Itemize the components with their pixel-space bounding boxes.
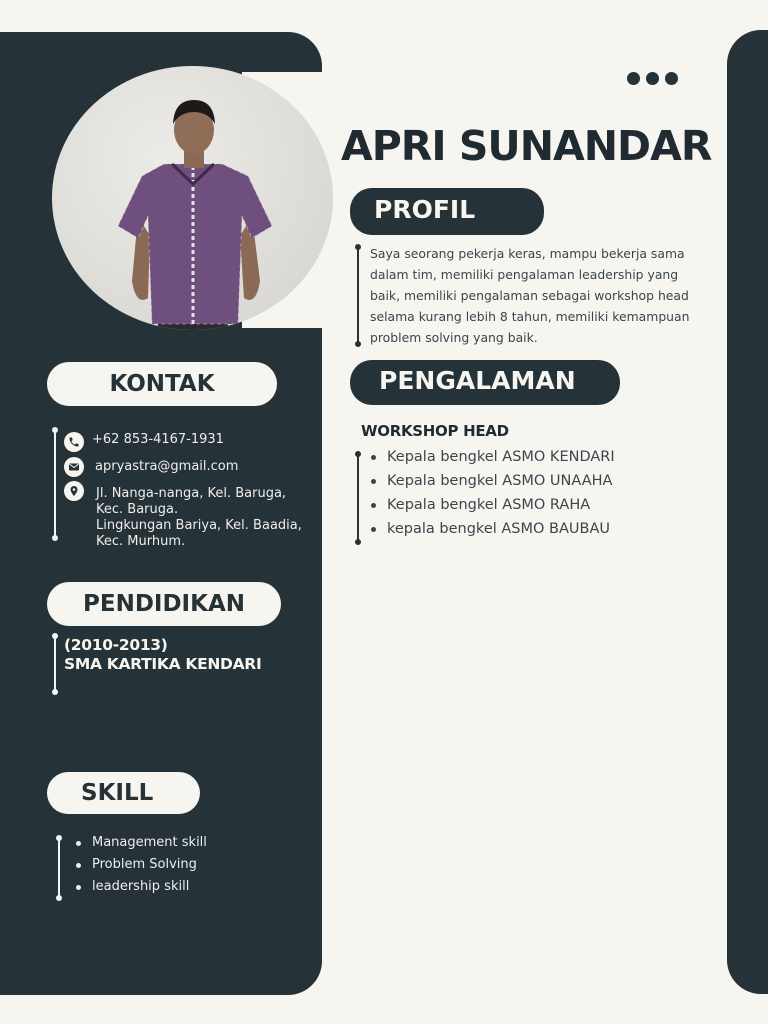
- profile-text: Saya seorang pekerja keras, mampu bekerja sama dalam tim, memiliki pengalaman leadership yang baik, memiliki pengalaman sebagai workshop head selama kurang lebih 8 tahun, memiliki kemampuan problem solving yang baik.: [370, 246, 690, 345]
- phone-icon: [64, 432, 84, 452]
- job-title: WORKSHOP HEAD: [361, 422, 509, 440]
- education-divider: [54, 636, 56, 692]
- experience-heading-label: PENGALAMAN: [379, 366, 576, 395]
- contact-heading: [47, 362, 277, 406]
- education-heading-label: PENDIDIKAN: [83, 591, 245, 617]
- list-item: Kepala bengkel ASMO UNAAHA: [370, 470, 615, 494]
- contact-email: apryastra@gmail.com: [95, 459, 239, 474]
- education-school: SMA KARTIKA KENDARI: [64, 655, 262, 673]
- education-heading: [47, 582, 281, 626]
- profile-heading: [350, 188, 544, 235]
- contact-heading-label: KONTAK: [109, 371, 215, 397]
- profile-heading-label: PROFIL: [374, 195, 476, 224]
- more-dots-icon: [627, 72, 678, 85]
- skill-divider: [58, 838, 60, 898]
- list-item: kepala bengkel ASMO BAUBAU: [370, 518, 615, 542]
- list-item: Problem Solving: [76, 855, 207, 877]
- page-title: APRI SUNANDAR: [341, 122, 712, 170]
- list-item: Kepala bengkel ASMO KENDARI: [370, 446, 615, 470]
- skill-heading-label: SKILL: [81, 780, 154, 806]
- experience-divider: [357, 454, 359, 542]
- education-years: (2010-2013): [64, 636, 168, 654]
- contact-address-line-4: Kec. Murhum.: [96, 534, 186, 549]
- profile-photo: [52, 66, 333, 330]
- profile-divider: [357, 247, 359, 344]
- contact-phone: +62 853-4167-1931: [92, 432, 224, 447]
- contact-divider: [54, 430, 56, 538]
- list-item: Kepala bengkel ASMO RAHA: [370, 494, 615, 518]
- education-entry: [64, 636, 261, 674]
- contact-address-line-2: Kec. Baruga.: [96, 502, 179, 517]
- list-item: Management skill: [76, 833, 207, 855]
- contact-address-line-1: Jl. Nanga-nanga, Kel. Baruga,: [96, 486, 287, 501]
- skill-heading: [47, 772, 200, 814]
- location-pin-icon: [64, 481, 84, 501]
- contact-address-line-3: Lingkungan Bariya, Kel. Baadia,: [96, 518, 302, 533]
- mail-icon: [64, 457, 84, 477]
- experience-heading: [350, 360, 620, 405]
- experience-list: [370, 446, 615, 542]
- skill-list: [76, 833, 207, 899]
- list-item: leadership skill: [76, 877, 207, 899]
- right-decor-strip: [727, 30, 768, 994]
